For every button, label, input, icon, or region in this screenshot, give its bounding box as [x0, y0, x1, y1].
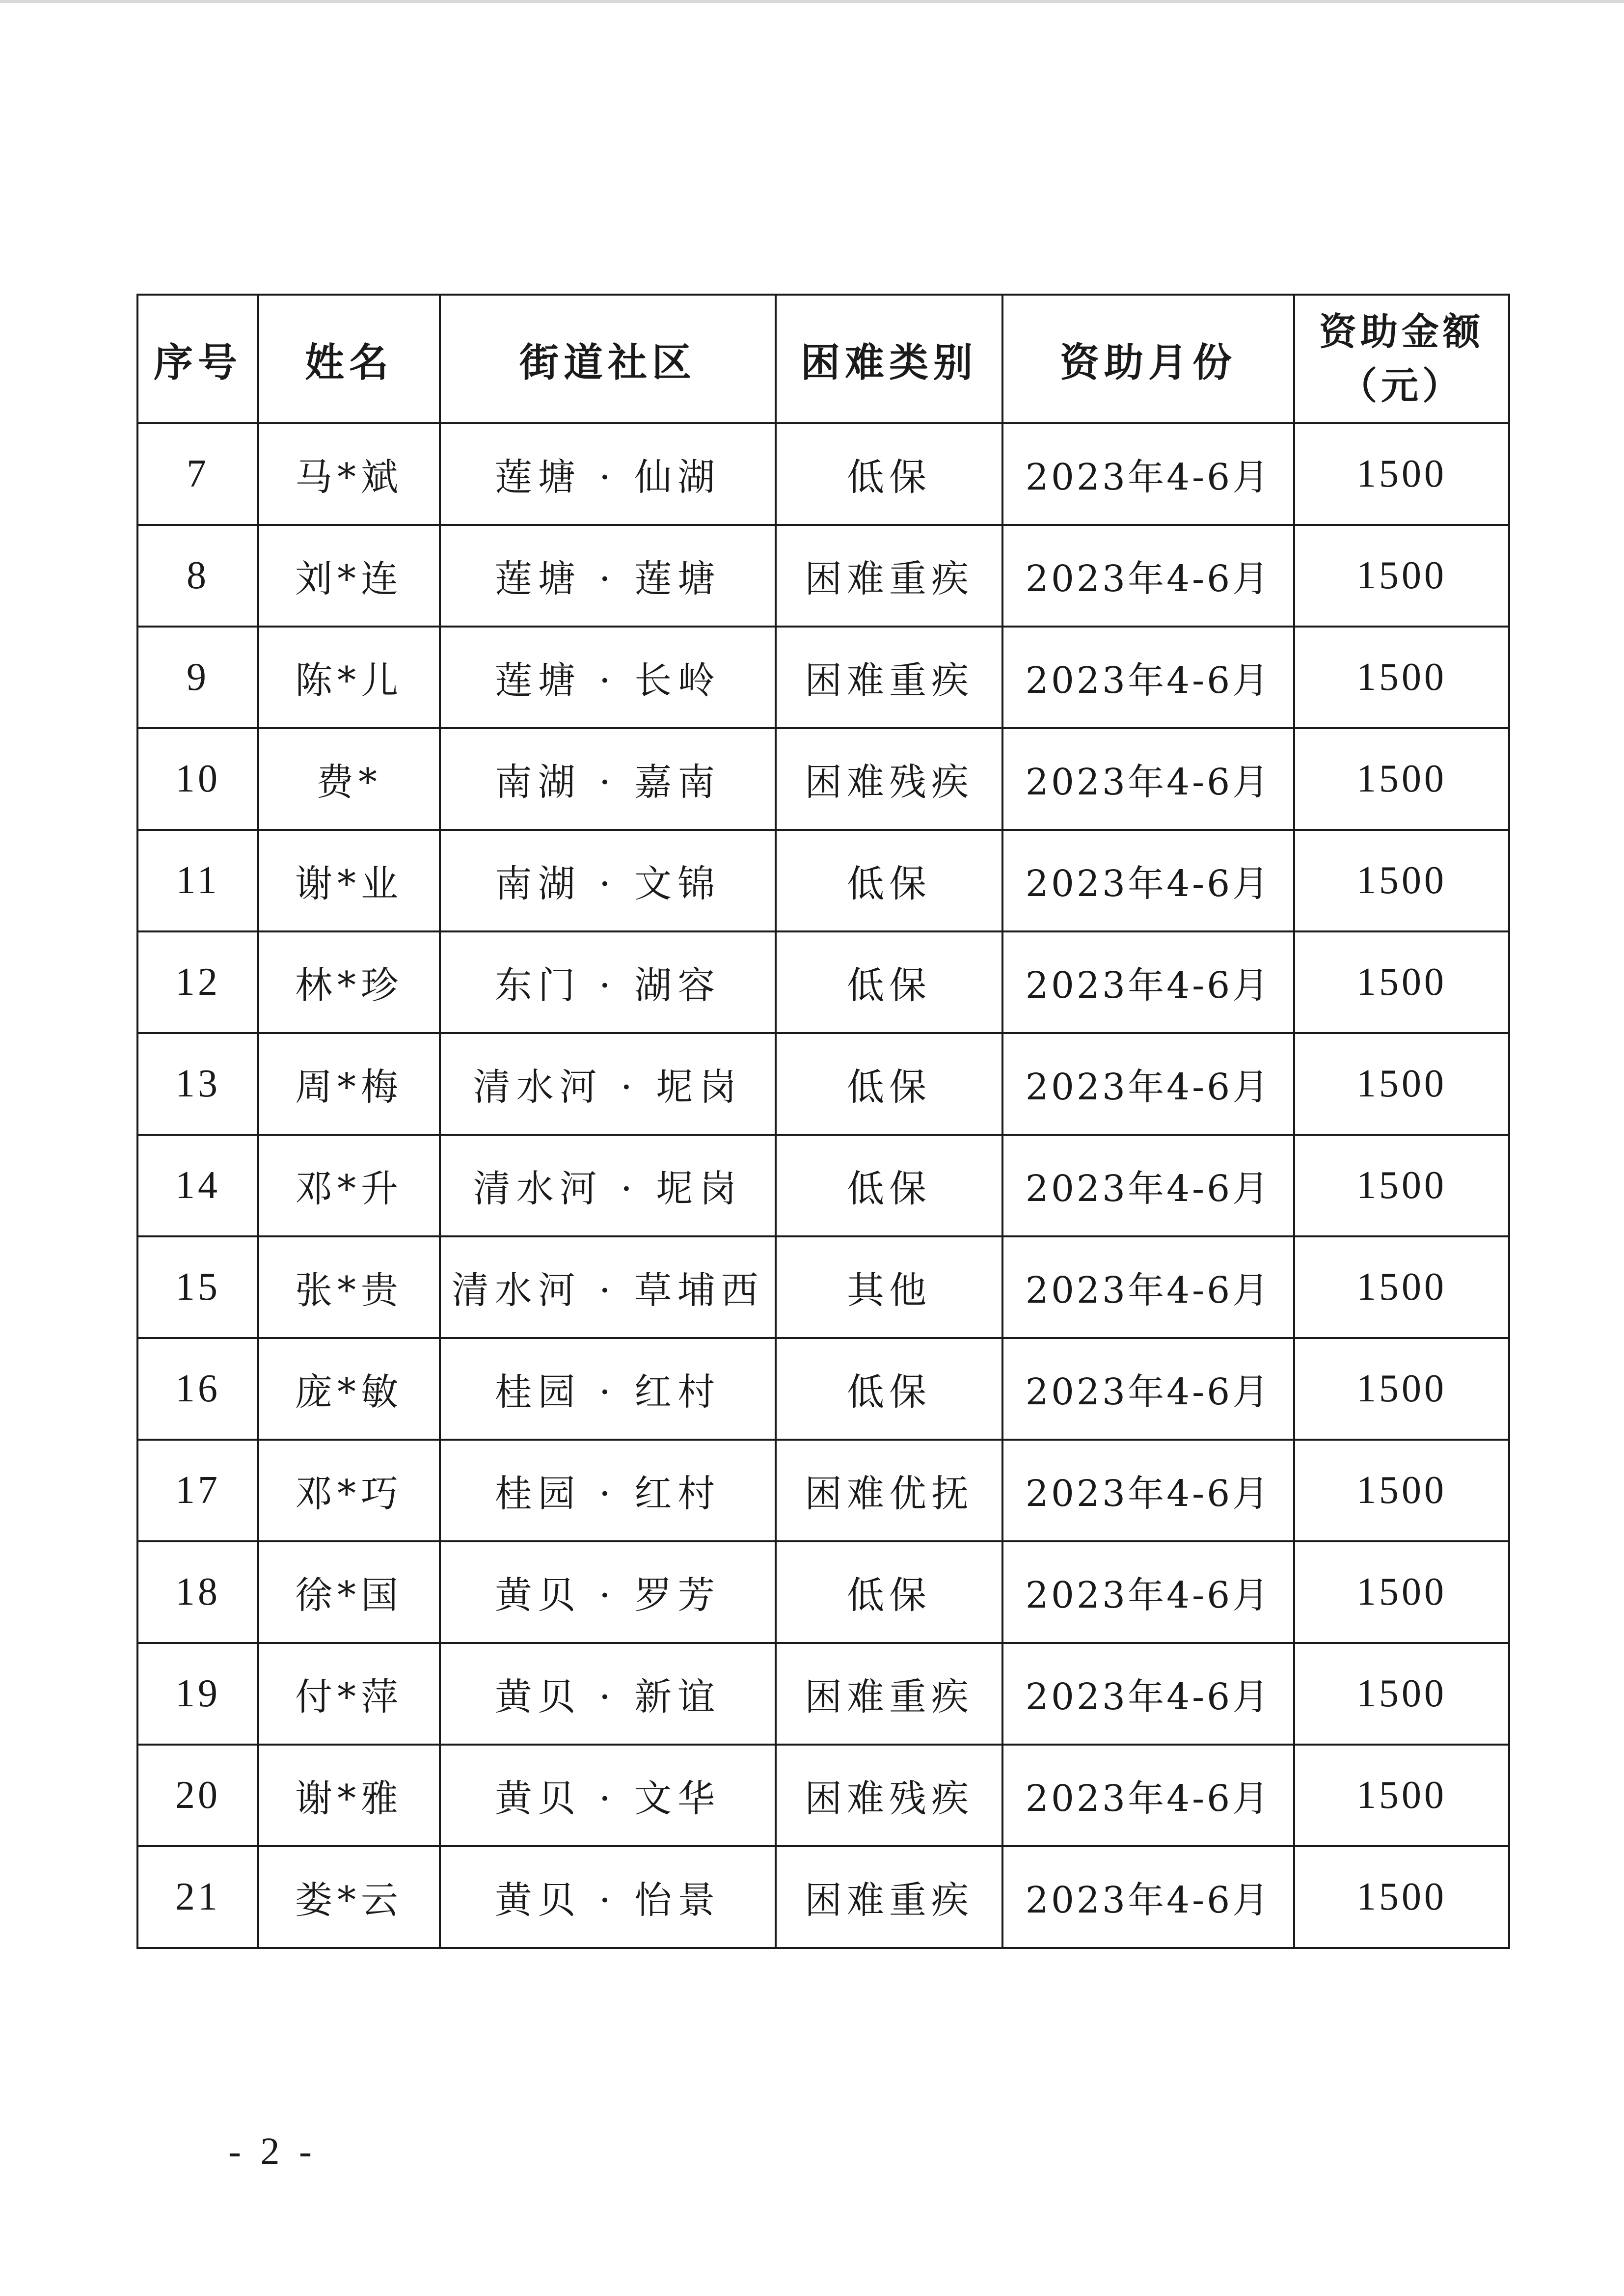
table-row — [137, 931, 1509, 1033]
cell-month: 2023年4-6月 — [1002, 1745, 1294, 1846]
cell-month: 2023年4-6月 — [1002, 1135, 1294, 1236]
table-row — [137, 1541, 1509, 1643]
header-seq: 序号 — [137, 295, 258, 423]
cell-month: 2023年4-6月 — [1002, 1338, 1294, 1440]
header-month: 资助月份 — [1002, 295, 1294, 423]
cell-street: 东门 · 湖容 — [440, 931, 776, 1033]
cell-category: 困难重疾 — [776, 627, 1002, 728]
table-header-row — [137, 295, 1509, 423]
table-row — [137, 1135, 1509, 1236]
cell-seq: 19 — [137, 1643, 258, 1745]
table-row — [137, 525, 1509, 627]
cell-month: 2023年4-6月 — [1002, 1440, 1294, 1541]
cell-month: 2023年4-6月 — [1002, 1643, 1294, 1745]
cell-seq: 21 — [137, 1846, 258, 1948]
cell-name: 费* — [258, 728, 440, 830]
cell-seq: 10 — [137, 728, 258, 830]
cell-seq: 8 — [137, 525, 258, 627]
cell-street: 桂园 · 红村 — [440, 1440, 776, 1541]
page-top-edge — [0, 0, 1624, 3]
cell-category: 其他 — [776, 1236, 1002, 1338]
cell-seq: 9 — [137, 627, 258, 728]
cell-street: 莲塘 · 长岭 — [440, 627, 776, 728]
cell-category: 困难重疾 — [776, 525, 1002, 627]
cell-month: 2023年4-6月 — [1002, 627, 1294, 728]
cell-category: 困难残疾 — [776, 1745, 1002, 1846]
header-street: 街道社区 — [440, 295, 776, 423]
table-body — [137, 423, 1509, 1948]
cell-category: 困难优抚 — [776, 1440, 1002, 1541]
cell-amount: 1500 — [1294, 830, 1509, 931]
cell-month: 2023年4-6月 — [1002, 728, 1294, 830]
cell-seq: 18 — [137, 1541, 258, 1643]
cell-name: 邓*升 — [258, 1135, 440, 1236]
cell-seq: 11 — [137, 830, 258, 931]
table-row — [137, 728, 1509, 830]
cell-name: 周*梅 — [258, 1033, 440, 1135]
cell-street: 清水河 · 坭岗 — [440, 1135, 776, 1236]
cell-name: 张*贵 — [258, 1236, 440, 1338]
cell-seq: 16 — [137, 1338, 258, 1440]
header-amount-line1: 资助金额 — [1319, 310, 1484, 354]
aid-recipient-table — [136, 294, 1510, 1949]
cell-month: 2023年4-6月 — [1002, 1236, 1294, 1338]
cell-category: 低保 — [776, 1541, 1002, 1643]
cell-name: 刘*连 — [258, 525, 440, 627]
cell-amount: 1500 — [1294, 931, 1509, 1033]
cell-name: 娄*云 — [258, 1846, 440, 1948]
cell-amount: 1500 — [1294, 1846, 1509, 1948]
cell-category: 困难残疾 — [776, 728, 1002, 830]
cell-street: 桂园 · 红村 — [440, 1338, 776, 1440]
cell-category: 低保 — [776, 423, 1002, 525]
table-row — [137, 1846, 1509, 1948]
cell-month: 2023年4-6月 — [1002, 525, 1294, 627]
aid-recipient-table-container — [136, 294, 1508, 1949]
cell-amount: 1500 — [1294, 1440, 1509, 1541]
cell-seq: 12 — [137, 931, 258, 1033]
cell-name: 陈*儿 — [258, 627, 440, 728]
cell-amount: 1500 — [1294, 627, 1509, 728]
cell-street: 清水河 · 坭岗 — [440, 1033, 776, 1135]
cell-month: 2023年4-6月 — [1002, 931, 1294, 1033]
cell-category: 低保 — [776, 830, 1002, 931]
cell-amount: 1500 — [1294, 1541, 1509, 1643]
cell-category: 困难重疾 — [776, 1643, 1002, 1745]
cell-amount: 1500 — [1294, 525, 1509, 627]
cell-seq: 13 — [137, 1033, 258, 1135]
cell-category: 低保 — [776, 1135, 1002, 1236]
cell-amount: 1500 — [1294, 1236, 1509, 1338]
header-amount — [1294, 295, 1509, 423]
cell-street: 清水河 · 草埔西 — [440, 1236, 776, 1338]
cell-street: 黄贝 · 新谊 — [440, 1643, 776, 1745]
cell-amount: 1500 — [1294, 1745, 1509, 1846]
table-row — [137, 627, 1509, 728]
cell-amount: 1500 — [1294, 423, 1509, 525]
cell-name: 谢*雅 — [258, 1745, 440, 1846]
cell-seq: 14 — [137, 1135, 258, 1236]
cell-month: 2023年4-6月 — [1002, 423, 1294, 525]
table-row — [137, 1745, 1509, 1846]
cell-name: 庞*敏 — [258, 1338, 440, 1440]
cell-month: 2023年4-6月 — [1002, 1846, 1294, 1948]
cell-street: 莲塘 · 仙湖 — [440, 423, 776, 525]
cell-street: 南湖 · 嘉南 — [440, 728, 776, 830]
cell-seq: 17 — [137, 1440, 258, 1541]
table-row — [137, 423, 1509, 525]
cell-name: 林*珍 — [258, 931, 440, 1033]
table-row — [137, 1236, 1509, 1338]
cell-name: 付*萍 — [258, 1643, 440, 1745]
cell-street: 黄贝 · 怡景 — [440, 1846, 776, 1948]
cell-month: 2023年4-6月 — [1002, 1541, 1294, 1643]
cell-category: 困难重疾 — [776, 1846, 1002, 1948]
page-number: - 2 - — [228, 2130, 317, 2172]
cell-street: 南湖 · 文锦 — [440, 830, 776, 931]
cell-month: 2023年4-6月 — [1002, 830, 1294, 931]
cell-category: 低保 — [776, 931, 1002, 1033]
header-amount-line2: （元） — [1340, 364, 1463, 408]
header-category: 困难类别 — [776, 295, 1002, 423]
cell-street: 黄贝 · 文华 — [440, 1745, 776, 1846]
cell-amount: 1500 — [1294, 1338, 1509, 1440]
table-row — [137, 1033, 1509, 1135]
cell-street: 黄贝 · 罗芳 — [440, 1541, 776, 1643]
table-row — [137, 1643, 1509, 1745]
cell-name: 谢*业 — [258, 830, 440, 931]
table-row — [137, 830, 1509, 931]
cell-name: 徐*国 — [258, 1541, 440, 1643]
cell-amount: 1500 — [1294, 1643, 1509, 1745]
header-name: 姓名 — [258, 295, 440, 423]
cell-street: 莲塘 · 莲塘 — [440, 525, 776, 627]
cell-category: 低保 — [776, 1033, 1002, 1135]
cell-name: 邓*巧 — [258, 1440, 440, 1541]
cell-amount: 1500 — [1294, 1033, 1509, 1135]
cell-amount: 1500 — [1294, 1135, 1509, 1236]
cell-category: 低保 — [776, 1338, 1002, 1440]
table-row — [137, 1338, 1509, 1440]
cell-seq: 15 — [137, 1236, 258, 1338]
cell-month: 2023年4-6月 — [1002, 1033, 1294, 1135]
table-row — [137, 1440, 1509, 1541]
cell-amount: 1500 — [1294, 728, 1509, 830]
cell-seq: 20 — [137, 1745, 258, 1846]
cell-name: 马*斌 — [258, 423, 440, 525]
cell-seq: 7 — [137, 423, 258, 525]
